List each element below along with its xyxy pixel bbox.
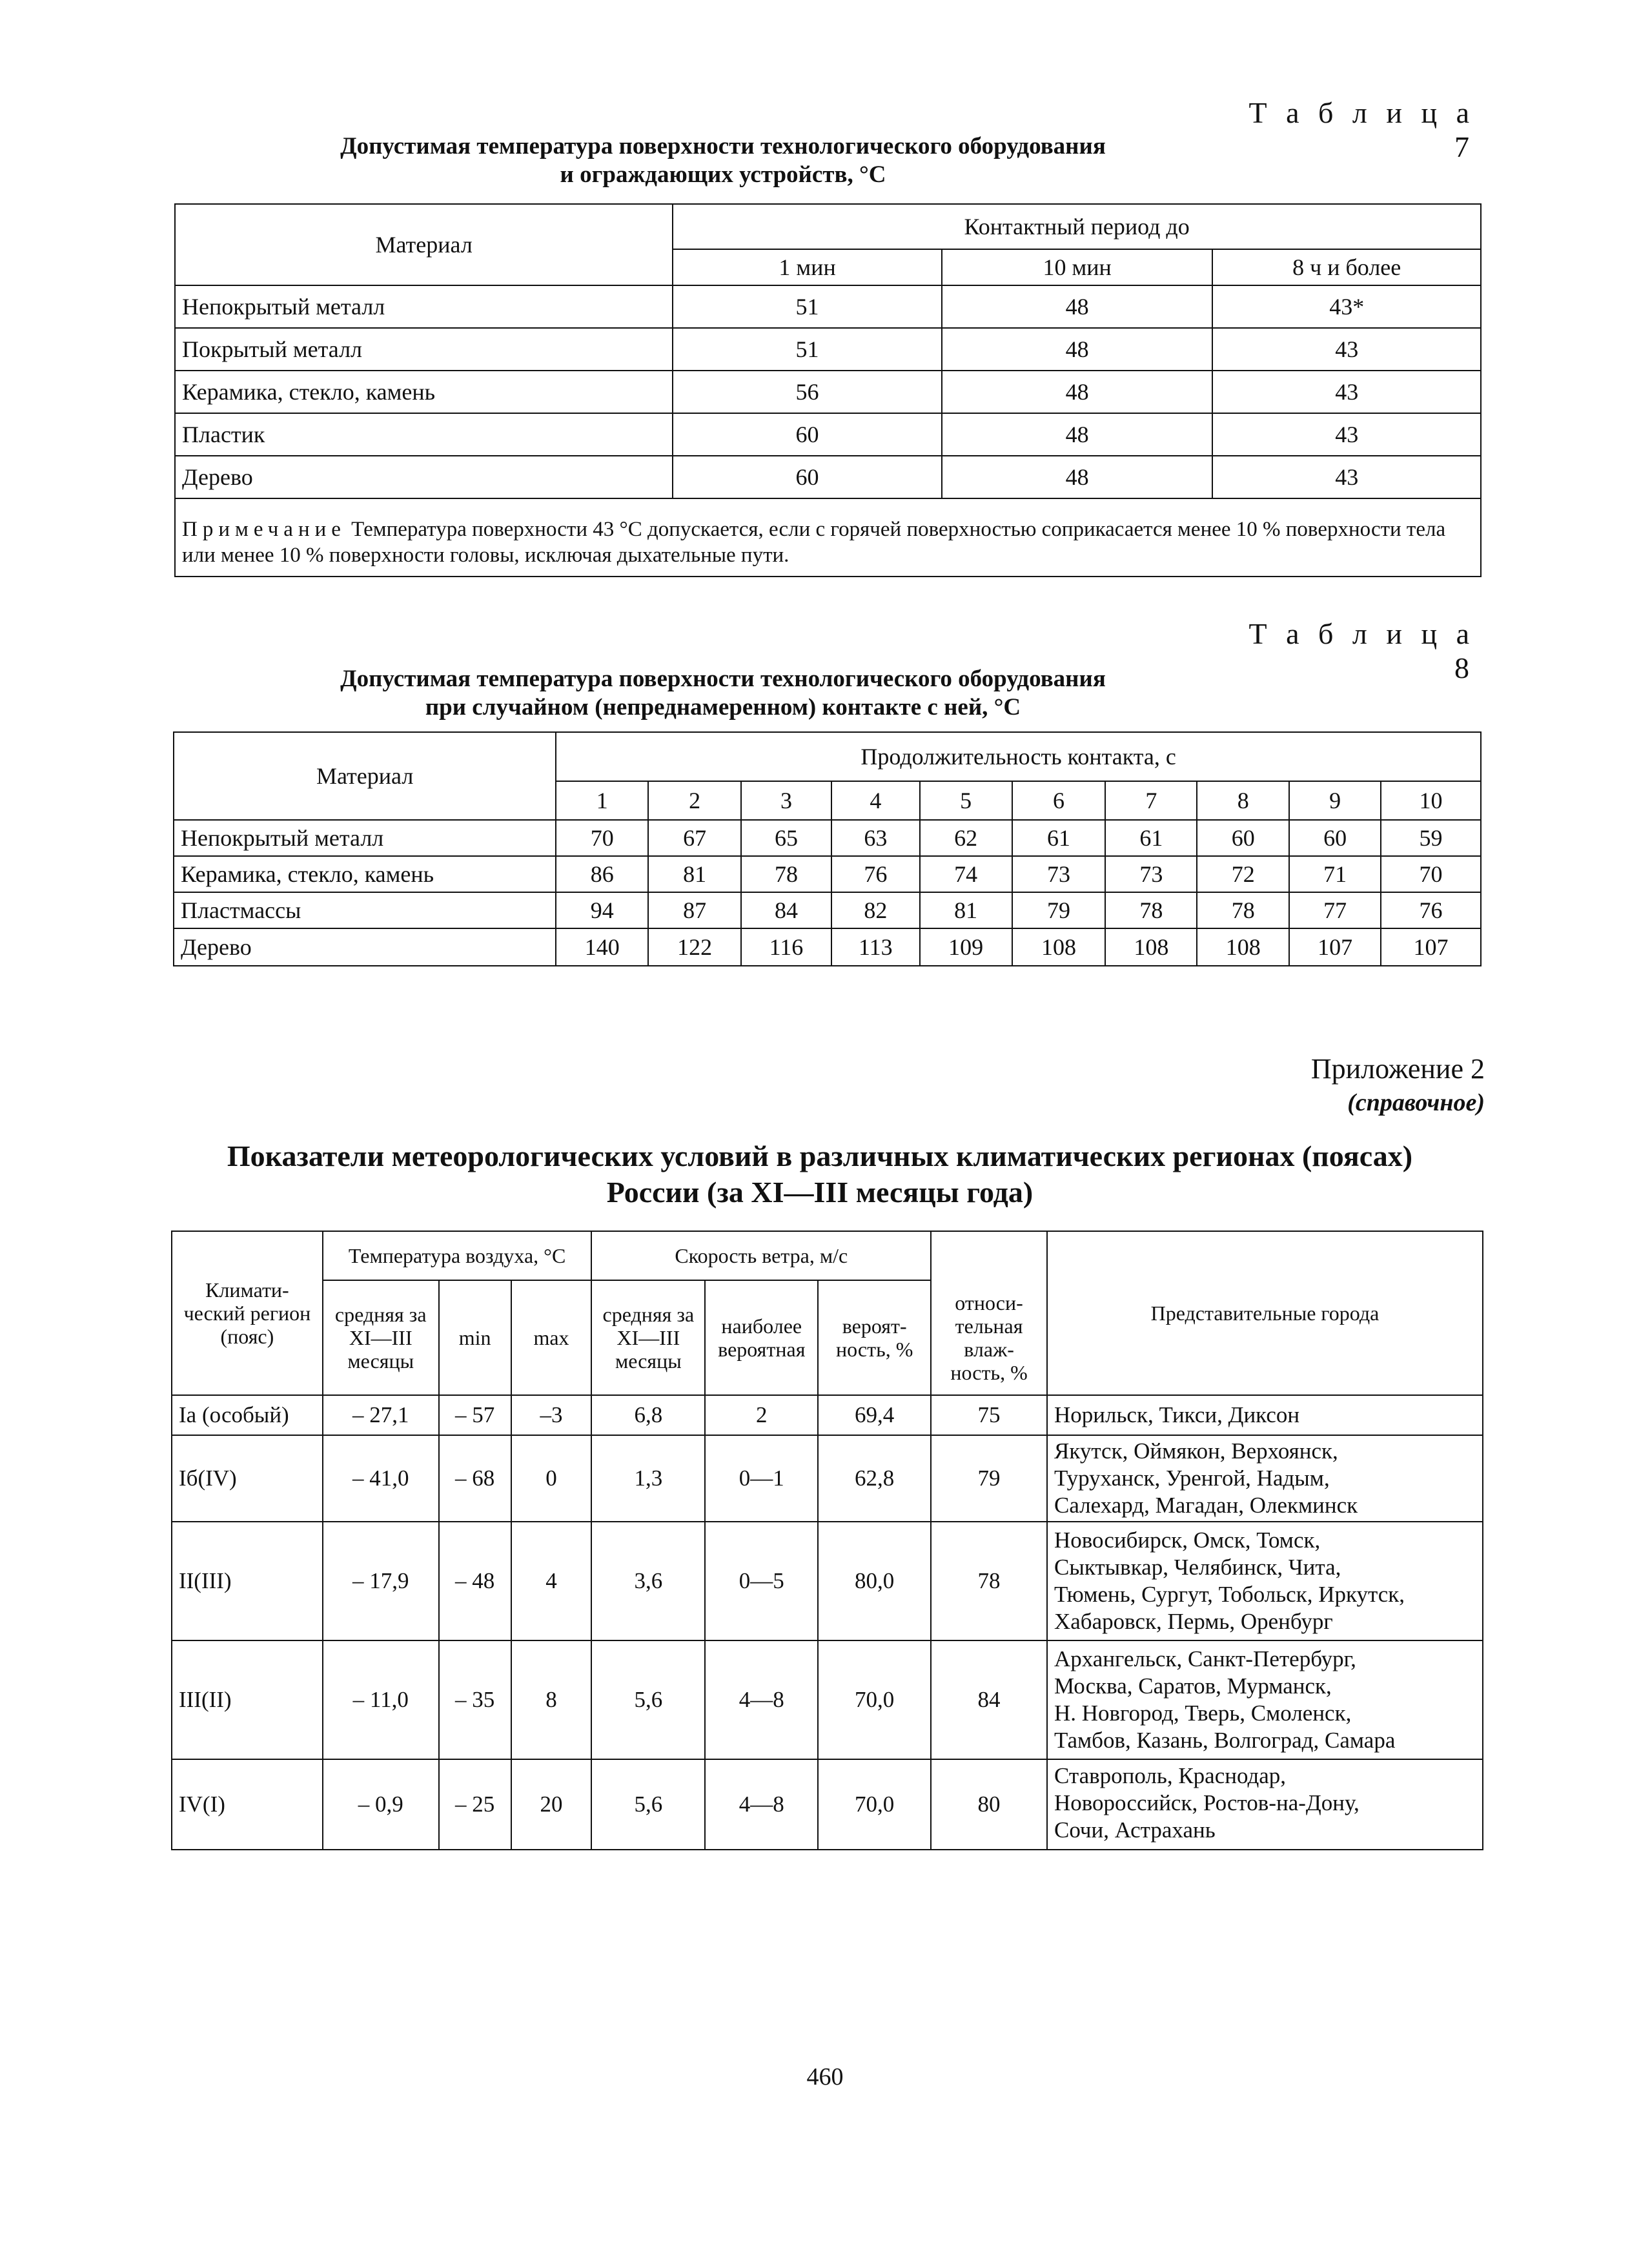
- table9-region-cell: III(II): [172, 1640, 323, 1759]
- table8-value-cell: 122: [648, 928, 741, 966]
- table7-value-cell: 60: [673, 413, 942, 456]
- table8-value-cell: 78: [1105, 892, 1197, 928]
- table8: [173, 731, 1482, 966]
- table8-head-duration: Продолжительность контакта, с: [556, 732, 1481, 781]
- table8-material-cell: Дерево: [174, 928, 556, 966]
- table8-value-cell: 65: [741, 820, 831, 856]
- table-row: [172, 1395, 1483, 1435]
- city-line: Сыктывкар, Челябинск, Чита,: [1054, 1555, 1341, 1580]
- table9-wind-pct-cell: 70,0: [818, 1759, 931, 1850]
- table9-cities-cell: [1047, 1640, 1483, 1759]
- table7-material-cell: Дерево: [175, 456, 673, 498]
- table8-material-cell: Непокрытый металл: [174, 820, 556, 856]
- table7: [174, 203, 1482, 577]
- table9-temp-max-cell: 8: [511, 1640, 592, 1759]
- table9-wind-prob-cell: 2: [705, 1395, 818, 1435]
- table9-cities-cell: [1047, 1522, 1483, 1640]
- table8-caption-line1: Допустимая температура поверхности технологического оборудования: [340, 666, 1106, 692]
- table8-value-cell: 116: [741, 928, 831, 966]
- table8-label: Т а б л и ц а 8: [1248, 617, 1475, 684]
- table9: [171, 1231, 1483, 1850]
- table9-wind-avg-cell: 1,3: [591, 1435, 705, 1522]
- table-row: [175, 371, 1481, 413]
- table8-value-cell: 70: [556, 820, 648, 856]
- table7-spacer: [175, 498, 1481, 513]
- table9-head-temp-avg: средняя за XI—III месяцы: [323, 1280, 439, 1395]
- city-line: Москва, Саратов, Мурманск,: [1054, 1673, 1332, 1699]
- table8-value-cell: 61: [1105, 820, 1197, 856]
- table7-caption-line1: Допустимая температура поверхности технологического оборудования: [340, 133, 1106, 159]
- page-number: 460: [806, 2063, 844, 2090]
- table8-material-cell: Пластмассы: [174, 892, 556, 928]
- table7-note-label: Примечание: [182, 518, 346, 541]
- table8-value-cell: 84: [741, 892, 831, 928]
- city-line: Архангельск, Санкт-Петербург,: [1054, 1646, 1356, 1671]
- table9-humidity-cell: 75: [931, 1395, 1047, 1435]
- table8-value-cell: 60: [1197, 820, 1289, 856]
- city-line: Тюмень, Сургут, Тобольск, Иркутск,: [1054, 1582, 1405, 1607]
- table9-temp-max-cell: 20: [511, 1759, 592, 1850]
- table-row: [172, 1435, 1483, 1522]
- table8-value-cell: 81: [920, 892, 1012, 928]
- table-row: [175, 456, 1481, 498]
- table7-value-cell: 48: [942, 285, 1213, 328]
- table8-value-cell: 108: [1197, 928, 1289, 966]
- table8-caption-line2: при случайном (непреднамеренном) контакте с ней, °С: [425, 694, 1021, 720]
- table9-region-cell: Iб(IV): [172, 1435, 323, 1522]
- table-row: [174, 856, 1481, 892]
- table8-material-cell: Керамика, стекло, камень: [174, 856, 556, 892]
- table8-value-cell: 78: [741, 856, 831, 892]
- table8-col-header: 10: [1381, 781, 1481, 820]
- table9-temp-avg-cell: – 11,0: [323, 1640, 439, 1759]
- city-line: Якутск, Оймякон, Верхоянск,: [1054, 1438, 1338, 1464]
- table7-note: [175, 513, 1481, 577]
- city-line: Туруханск, Уренгой, Надым,: [1054, 1466, 1330, 1491]
- table9-wind-prob-cell: 0—1: [705, 1435, 818, 1522]
- table-row: [172, 1522, 1483, 1640]
- city-line: Норильск, Тикси, Диксон: [1054, 1402, 1300, 1427]
- city-line: Хабаровск, Пермь, Оренбург: [1054, 1609, 1333, 1634]
- table-row: [175, 413, 1481, 456]
- table9-humidity-cell: 79: [931, 1435, 1047, 1522]
- table8-value-cell: 61: [1012, 820, 1106, 856]
- table9-head-region: Климати-ческий регион (пояс): [172, 1231, 323, 1395]
- table9-head-temp-min: min: [439, 1280, 511, 1395]
- table8-col-header: 6: [1012, 781, 1106, 820]
- table7-value-cell: 48: [942, 456, 1213, 498]
- table8-value-cell: 71: [1289, 856, 1381, 892]
- table8-value-cell: 140: [556, 928, 648, 966]
- table8-value-cell: 73: [1012, 856, 1106, 892]
- table8-value-cell: 78: [1197, 892, 1289, 928]
- table7-head-period: Контактный период до: [673, 204, 1481, 249]
- table8-value-cell: 60: [1289, 820, 1381, 856]
- table8-value-cell: 79: [1012, 892, 1106, 928]
- table9-wind-pct-cell: 69,4: [818, 1395, 931, 1435]
- table9-cities-cell: [1047, 1435, 1483, 1522]
- table9-wind-avg-cell: 6,8: [591, 1395, 705, 1435]
- table9-region-cell: Iа (особый): [172, 1395, 323, 1435]
- table9-wind-prob-cell: 0—5: [705, 1522, 818, 1640]
- table9-temp-max-cell: 4: [511, 1522, 592, 1640]
- city-line: Сочи, Астрахань: [1054, 1817, 1216, 1843]
- table8-col-header: 3: [741, 781, 831, 820]
- table7-value-cell: 43: [1212, 413, 1481, 456]
- table7-head-material: Материал: [175, 204, 673, 285]
- table7-value-cell: 51: [673, 328, 942, 371]
- appendix-subtitle: (справочное): [1347, 1089, 1485, 1116]
- table9-head-temp-max: max: [511, 1280, 592, 1395]
- table7-caption-line2: и ограждающих устройств, °С: [560, 161, 886, 188]
- table7-note-row: [175, 513, 1481, 577]
- city-line: Новороссийск, Ростов-на-Дону,: [1054, 1790, 1360, 1815]
- table9-wind-avg-cell: 5,6: [591, 1640, 705, 1759]
- table9-wind-pct-cell: 62,8: [818, 1435, 931, 1522]
- table8-value-cell: 63: [831, 820, 920, 856]
- table9-temp-avg-cell: – 17,9: [323, 1522, 439, 1640]
- appendix-label: [1162, 1052, 1485, 1119]
- table8-col-header: 2: [648, 781, 741, 820]
- table9-wind-avg-cell: 3,6: [591, 1522, 705, 1640]
- table9-head-wind-pct: вероят-ность, %: [818, 1280, 931, 1395]
- table7-col-header: 8 ч и более: [1212, 249, 1481, 285]
- table8-value-cell: 81: [648, 856, 741, 892]
- table8-value-cell: 67: [648, 820, 741, 856]
- table8-value-cell: 74: [920, 856, 1012, 892]
- table9-wind-prob-cell: 4—8: [705, 1640, 818, 1759]
- table7-value-cell: 48: [942, 371, 1213, 413]
- table8-value-cell: 72: [1197, 856, 1289, 892]
- table7-value-cell: 51: [673, 285, 942, 328]
- table8-col-header: 8: [1197, 781, 1289, 820]
- city-line: Новосибирск, Омск, Томск,: [1054, 1527, 1321, 1553]
- table9-head-humidity-top: [931, 1231, 1047, 1280]
- table8-value-cell: 94: [556, 892, 648, 928]
- table7-material-cell: Непокрытый металл: [175, 285, 673, 328]
- city-line: Салехард, Магадан, Олекминск: [1054, 1493, 1358, 1518]
- table9-temp-min-cell: – 25: [439, 1759, 511, 1850]
- table9-temp-min-cell: – 57: [439, 1395, 511, 1435]
- table8-value-cell: 73: [1105, 856, 1197, 892]
- table7-material-cell: Пластик: [175, 413, 673, 456]
- table-row: [174, 892, 1481, 928]
- table8-col-header: 1: [556, 781, 648, 820]
- table9-region-cell: IV(I): [172, 1759, 323, 1850]
- appendix-heading-line1: Показатели метеорологических условий в различных климатических регионах (поясах): [227, 1139, 1413, 1172]
- table7-value-cell: 56: [673, 371, 942, 413]
- table9-humidity-cell: 78: [931, 1522, 1047, 1640]
- table9-head-humidity: относи-тельная влаж-ность, %: [931, 1280, 1047, 1395]
- table-row: [172, 1640, 1483, 1759]
- table7-label: Т а б л и ц а 7: [1248, 96, 1475, 163]
- table9-humidity-cell: 80: [931, 1759, 1047, 1850]
- table7-value-cell: 43: [1212, 328, 1481, 371]
- table8-value-cell: 109: [920, 928, 1012, 966]
- table7-col-header: 10 мин: [942, 249, 1213, 285]
- table8-value-cell: 62: [920, 820, 1012, 856]
- table8-value-cell: 76: [831, 856, 920, 892]
- table7-col-header: 1 мин: [673, 249, 942, 285]
- table8-value-cell: 76: [1381, 892, 1481, 928]
- table-row: [175, 328, 1481, 371]
- table9-wind-avg-cell: 5,6: [591, 1759, 705, 1850]
- table8-value-cell: 113: [831, 928, 920, 966]
- table9-region-cell: II(III): [172, 1522, 323, 1640]
- table9-humidity-cell: 84: [931, 1640, 1047, 1759]
- table9-cities-cell: [1047, 1759, 1483, 1850]
- table8-col-header: 9: [1289, 781, 1381, 820]
- table8-caption: [245, 665, 1201, 722]
- table8-value-cell: 87: [648, 892, 741, 928]
- table8-value-cell: 108: [1105, 928, 1197, 966]
- table7-value-cell: 60: [673, 456, 942, 498]
- table9-temp-avg-cell: – 27,1: [323, 1395, 439, 1435]
- table9-temp-avg-cell: – 0,9: [323, 1759, 439, 1850]
- table9-temp-max-cell: –3: [511, 1395, 592, 1435]
- table8-value-cell: 70: [1381, 856, 1481, 892]
- table9-head-wind: Скорость ветра, м/с: [591, 1231, 931, 1280]
- table9-cities-cell: [1047, 1395, 1483, 1435]
- table7-value-cell: 43*: [1212, 285, 1481, 328]
- table8-value-cell: 77: [1289, 892, 1381, 928]
- table-row: [175, 285, 1481, 328]
- appendix-heading: [194, 1138, 1446, 1211]
- table9-head-wind-prob: наиболее вероятная: [705, 1280, 818, 1395]
- table7-material-cell: Покрытый металл: [175, 328, 673, 371]
- table9-temp-min-cell: – 48: [439, 1522, 511, 1640]
- table9-wind-prob-cell: 4—8: [705, 1759, 818, 1850]
- table8-value-cell: 59: [1381, 820, 1481, 856]
- table9-wind-pct-cell: 80,0: [818, 1522, 931, 1640]
- table9-temp-max-cell: 0: [511, 1435, 592, 1522]
- table-row: [174, 820, 1481, 856]
- city-line: Ставрополь, Краснодар,: [1054, 1763, 1287, 1788]
- city-line: Тамбов, Казань, Волгоград, Самара: [1054, 1728, 1396, 1753]
- table8-head-material: Материал: [174, 732, 556, 820]
- table8-col-header: 4: [831, 781, 920, 820]
- table8-value-cell: 107: [1381, 928, 1481, 966]
- table9-head-temp: Температура воздуха, °С: [323, 1231, 592, 1280]
- table8-value-cell: 86: [556, 856, 648, 892]
- table9-temp-min-cell: – 35: [439, 1640, 511, 1759]
- table-row: [174, 928, 1481, 966]
- table8-col-header: 7: [1105, 781, 1197, 820]
- table-row: [172, 1759, 1483, 1850]
- table8-value-cell: 108: [1012, 928, 1106, 966]
- appendix-title: Приложение 2: [1310, 1053, 1485, 1085]
- table9-temp-min-cell: – 68: [439, 1435, 511, 1522]
- table9-wind-pct-cell: 70,0: [818, 1640, 931, 1759]
- appendix-heading-line2: России (за XI—III месяцы года): [606, 1176, 1034, 1209]
- table7-value-cell: 48: [942, 328, 1213, 371]
- table8-value-cell: 107: [1289, 928, 1381, 966]
- city-line: Н. Новгород, Тверь, Смоленск,: [1054, 1701, 1352, 1726]
- table7-material-cell: Керамика, стекло, камень: [175, 371, 673, 413]
- table7-note-text: Температура поверхности 43 °С допускается, если с горячей поверхностью соприкасается менее 10 % поверхности тела или менее 10 % поверхности головы, исключая дыхательные пути.: [182, 518, 1446, 567]
- table9-temp-avg-cell: – 41,0: [323, 1435, 439, 1522]
- table9-head-cities: Представительные города: [1047, 1231, 1483, 1395]
- table7-caption: [245, 132, 1201, 189]
- table8-value-cell: 82: [831, 892, 920, 928]
- table7-value-cell: 43: [1212, 371, 1481, 413]
- table8-col-header: 5: [920, 781, 1012, 820]
- table7-value-cell: 43: [1212, 456, 1481, 498]
- table7-value-cell: 48: [942, 413, 1213, 456]
- table9-head-wind-avg: средняя за XI—III месяцы: [591, 1280, 705, 1395]
